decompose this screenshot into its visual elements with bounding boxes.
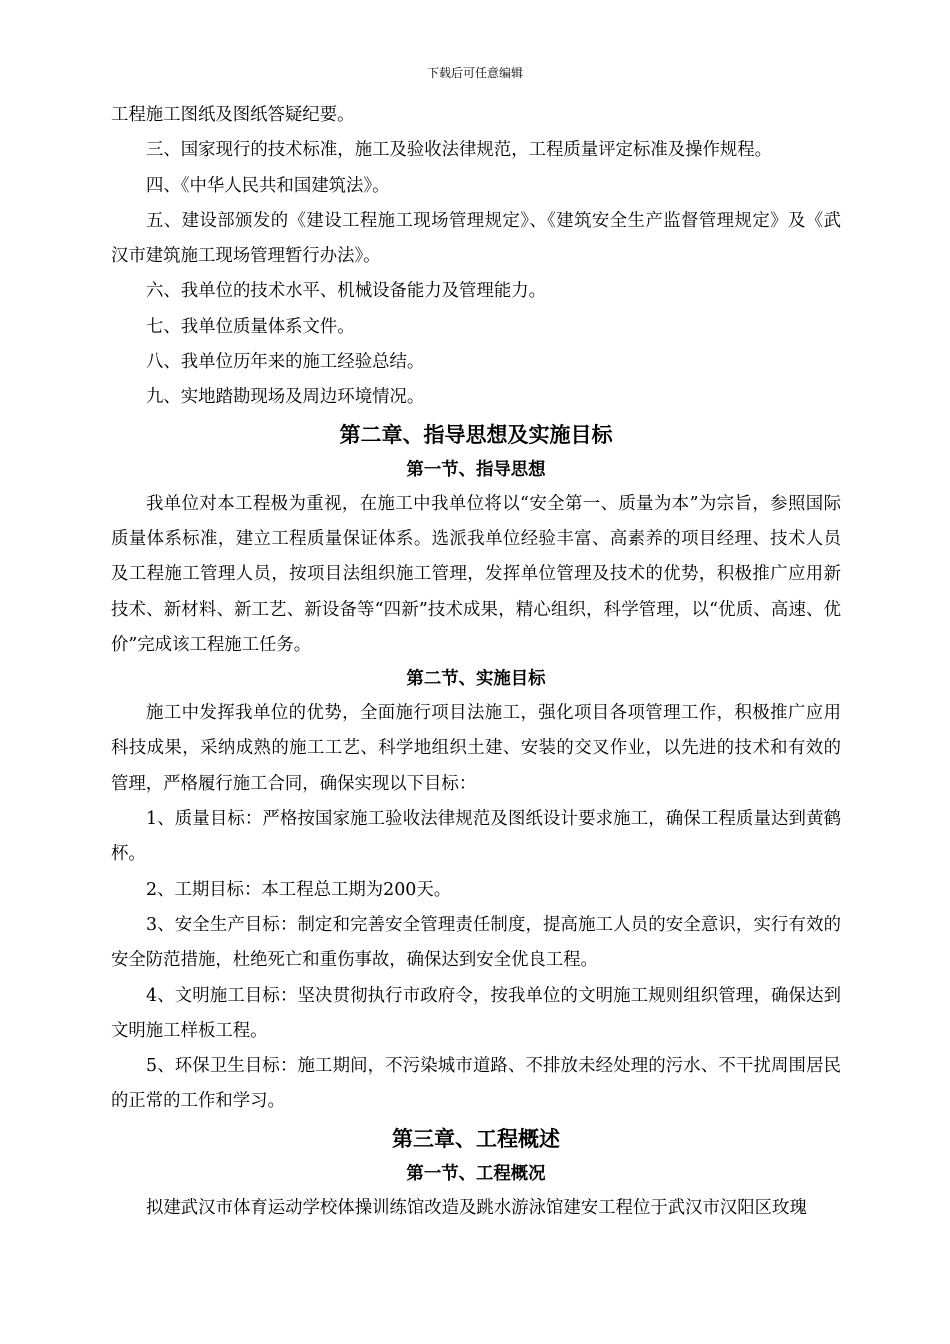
paragraph: 七、我单位质量体系文件。: [146, 316, 355, 337]
paragraph: 三、国家现行的技术标准，施工及验收法律规范，工程质量评定标准及操作规程。: [146, 140, 773, 161]
chapter-heading: 第三章、工程概述: [392, 1125, 560, 1151]
paragraph: 八、我单位历年来的施工经验总结。: [146, 352, 425, 373]
paragraph: 五、建设部颁发的《建设工程施工现场管理规定》、《建筑安全生产监督管理规定》及《武汉市建筑施工现场管理暂行办法》。: [111, 210, 841, 267]
document-body: [111, 98, 841, 1226]
section-heading: 第一节、工程概况: [406, 1163, 546, 1184]
section-heading: 第一节、指导思想: [406, 459, 546, 480]
paragraph: 六、我单位的技术水平、机械设备能力及管理能力。: [146, 281, 546, 302]
chapter-heading: 第二章、指导思想及实施目标: [339, 421, 613, 447]
section-heading: 第二节、实施目标: [406, 669, 546, 690]
goal-item: 4、文明施工目标：坚决贯彻执行市政府令，按我单位的文明施工规则组织管理，确保达到文明施工样板工程。: [111, 985, 841, 1041]
page-header: 下载后可任意编辑: [426, 66, 523, 80]
paragraph: 施工中发挥我单位的优势，全面施行项目法施工，强化项目各项管理工作，积极推广应用科技成果，采纳成熟的施工工艺、科学地组织土建、安装的交叉作业，以先进的技术和有效的管理，严格履行施工合同，确保实现以下目标：: [111, 703, 841, 794]
paragraph: 四、《中华人民共和国建筑法》。: [146, 175, 390, 196]
paragraph: 工程施工图纸及图纸答疑纪要。: [111, 105, 355, 125]
goal-item: 1、质量目标：严格按国家施工验收法律规范及图纸设计要求施工，确保工程质量达到黄鹤杯。: [111, 809, 841, 865]
goal-item: 2、工期目标：本工程总工期为200天。: [146, 879, 452, 900]
goal-item: 5、环保卫生目标：施工期间，不污染城市道路、不排放未经处理的污水、不干扰周围居民的正常的工作和学习。: [111, 1056, 841, 1112]
paragraph: 拟建武汉市体育运动学校体操训练馆改造及跳水游泳馆建安工程位于武汉市汉阳区玫瑰: [146, 1197, 807, 1218]
paragraph: 我单位对本工程极为重视，在施工中我单位将以“安全第一、质量为本”为宗旨，参照国际质量体系标准，建立工程质量保证体系。选派我单位经验丰富、高素养的项目经理、技术人员及工程施工管理人员，按项目法组织施工管理，发挥单位管理及技术的优势，积极推广应用新技术、新材料、新工艺、新设备等“四新”技术成果，精心组织，科学管理，以“优质、高速、优价”完成该工程施工任务。: [111, 493, 841, 655]
paragraph: 九、实地踏勘现场及周边环境情况。: [146, 387, 425, 408]
goal-item: 3、安全生产目标：制定和完善安全管理责任制度，提高施工人员的安全意识，实行有效的安全防范措施，杜绝死亡和重伤事故，确保达到安全优良工程。: [111, 914, 841, 971]
